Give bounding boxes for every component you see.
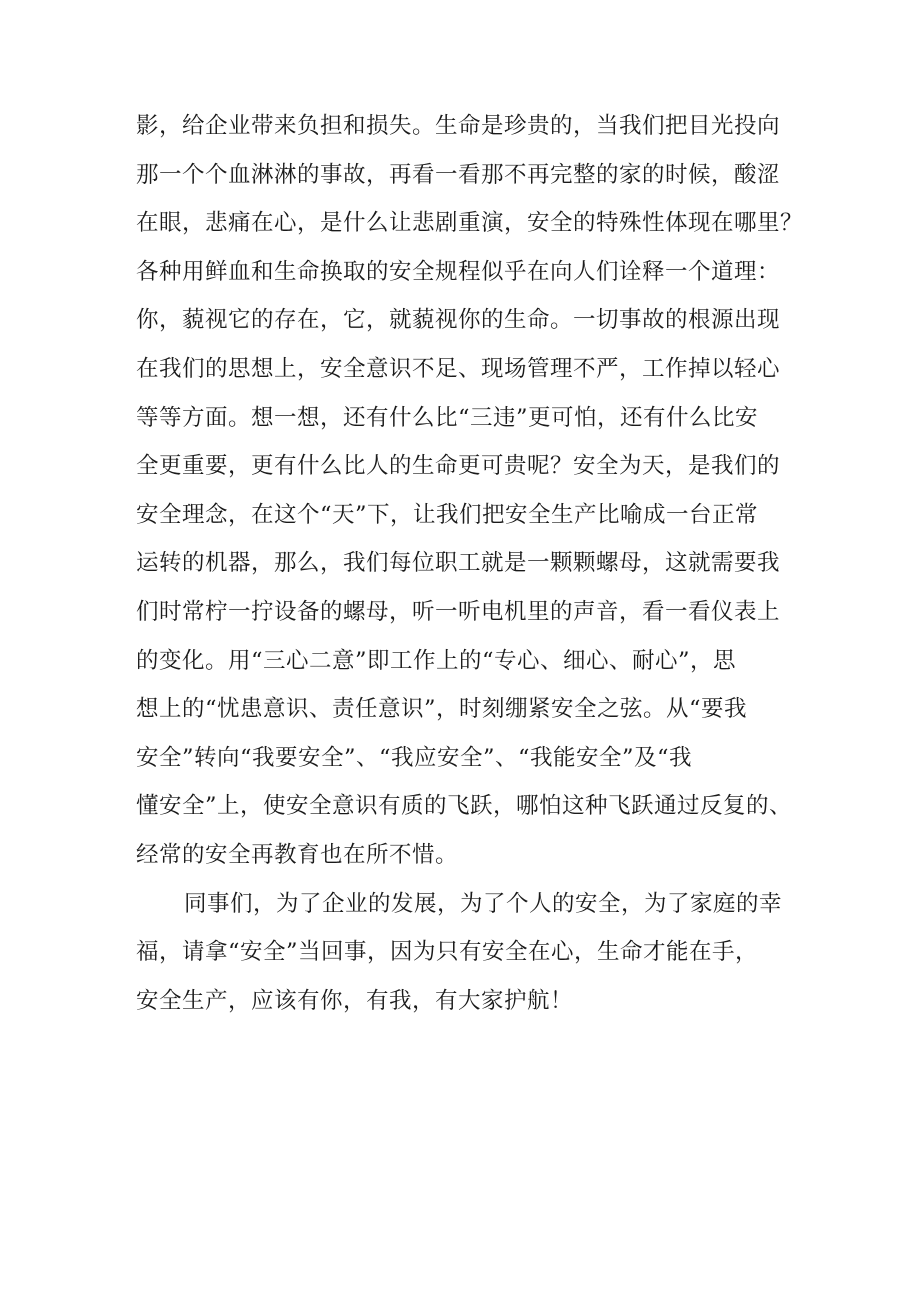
paragraph-1	[136, 102, 816, 880]
text-line: 经常的安全再教育也在所不惜。	[136, 841, 459, 868]
document-body	[136, 102, 816, 1025]
text-line: 懂安全”上，使安全意识有质的飞跃，哪怕这种飞跃通过反复的、	[136, 793, 793, 820]
text-line: 等等方面。想一想，还有什么比“三违”更可怕，还有什么比安	[136, 404, 759, 431]
paragraph-2	[136, 880, 816, 1026]
text-line: 在眼，悲痛在心，是什么让悲剧重演，安全的特殊性体现在哪里？	[136, 210, 804, 237]
text-line: 的变化。用“三心二意”即工作上的“专心、细心、耐心”，思	[136, 647, 737, 674]
text-line: 们时常柠一拧设备的螺母，听一听电机里的声音，看一看仪表上	[136, 598, 781, 625]
text-line: 各种用鲜血和生命换取的安全规程似乎在向人们诠释一个道理：	[136, 258, 781, 285]
text-line: 运转的机器，那么，我们每位职工就是一颗颗螺母，这就需要我	[136, 550, 781, 577]
text-line: 全更重要，更有什么比人的生命更可贵呢？安全为天，是我们的	[136, 453, 781, 480]
text-line: 影，给企业带来负担和损失。生命是珍贵的，当我们把目光投向	[136, 113, 781, 139]
text-line: 你，藐视它的存在，它，就藐视你的生命。一切事故的根源出现	[136, 307, 781, 334]
text-line: 同事们，为了企业的发展，为了个人的安全，为了家庭的幸	[184, 890, 783, 917]
text-line: 福，请拿“安全”当回事，因为只有安全在心，生命才能在手，	[136, 939, 759, 966]
text-line: 安全生产，应该有你，有我，有大家护航！	[136, 987, 574, 1014]
text-line: 在我们的思想上，安全意识不足、现场管理不严，工作掉以轻心	[136, 355, 781, 382]
text-line: 安全”转向“我要安全”、“我应安全”、“我能安全”及“我	[136, 744, 693, 771]
text-line: 想上的“忧患意识、责任意识”，时刻绷紧安全之弦。从“要我	[136, 696, 748, 723]
text-line: 安全理念，在这个“天”下，让我们把安全生产比喻成一台正常	[136, 501, 759, 528]
text-line: 那一个个血淋淋的事故，再看一看那不再完整的家的时候，酸涩	[136, 161, 781, 188]
